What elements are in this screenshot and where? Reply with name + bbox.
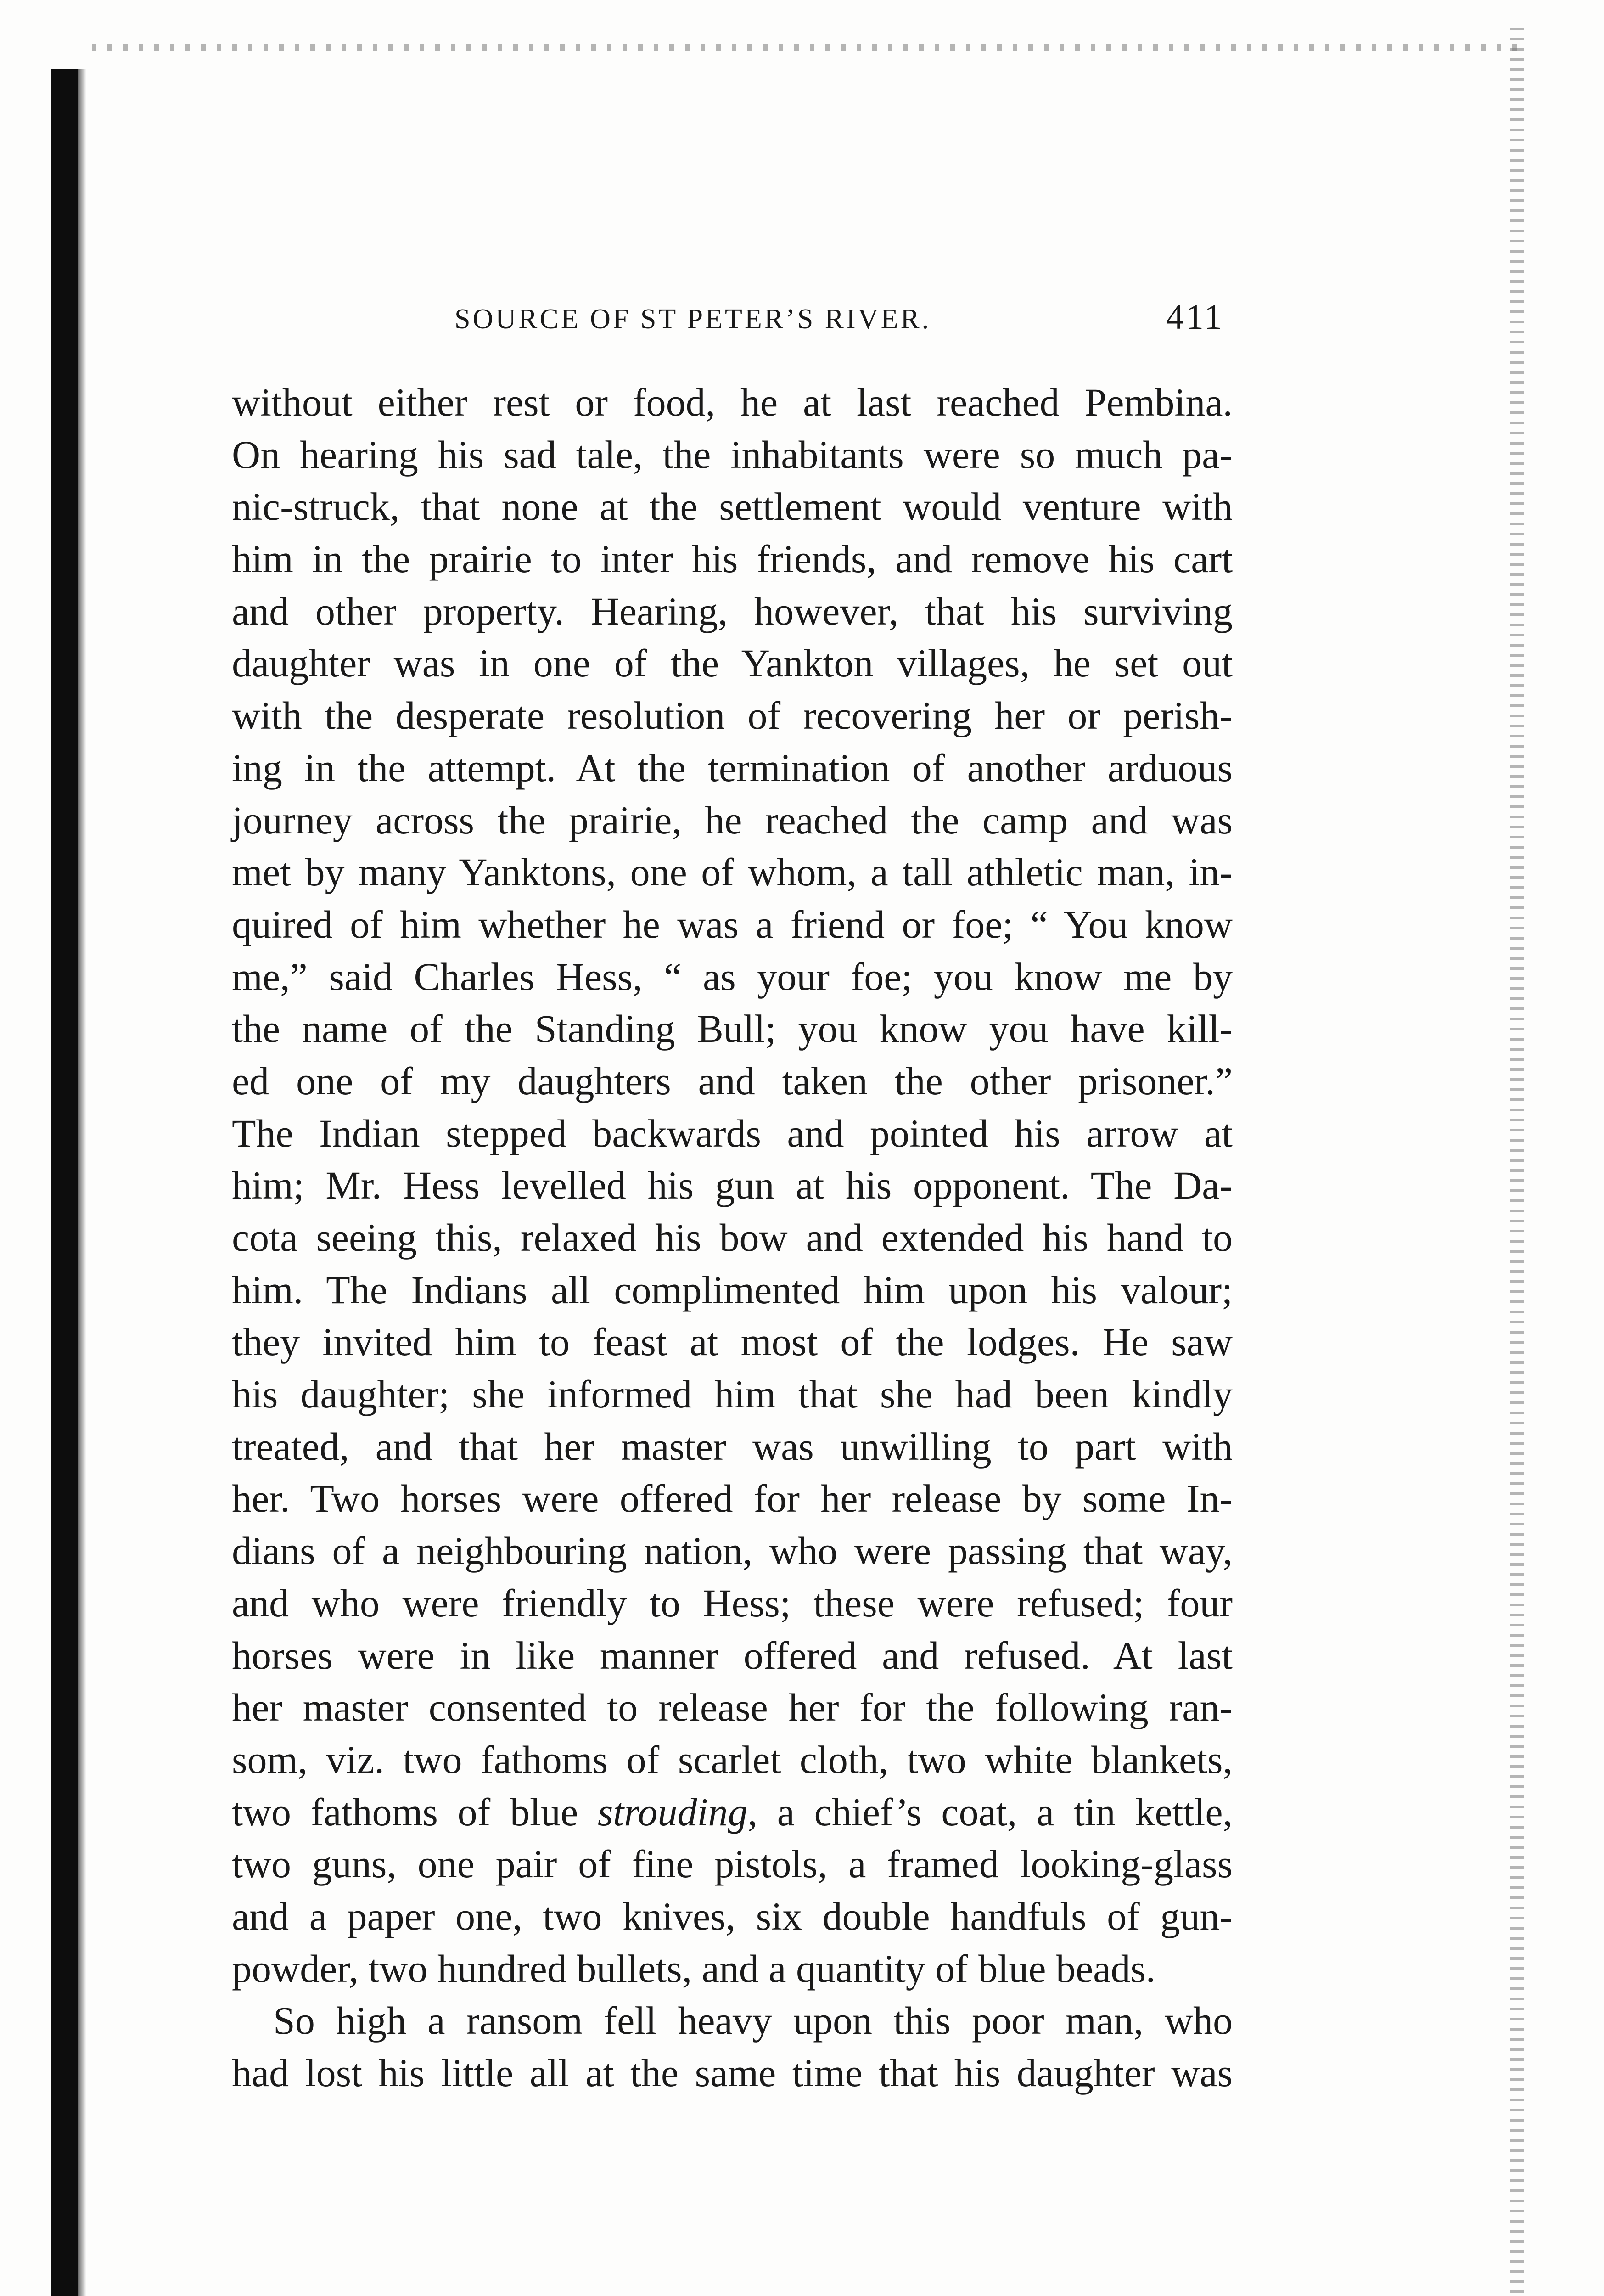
page-number: 411 (1166, 297, 1224, 337)
text-line: horses were in like manner offered and refused. At last (232, 1633, 1233, 1677)
text-line: quired of him whether he was a friend or foe; “ You know (232, 902, 1233, 946)
text-line: The Indian stepped backwards and pointed his arrow at (232, 1111, 1233, 1155)
text-line: had lost his little all at the same time that his daughter was (232, 2051, 1233, 2095)
text-line: treated, and that her master was unwilling to part with (232, 1424, 1233, 1469)
text-line: met by many Yanktons, one of whom, a tall athletic man, in- (232, 850, 1233, 895)
text-segment: two fathoms of blue (232, 1790, 598, 1834)
text-line: her master consented to release her for the following ran- (232, 1685, 1233, 1730)
text-line: him in the prairie to inter his friends, and remove his cart (232, 537, 1233, 581)
text-line: cota seeing this, relaxed his bow and extended his hand to (232, 1216, 1233, 1260)
text-line-with-italic (232, 1786, 1233, 1839)
running-title: SOURCE OF ST PETER’S RIVER. (454, 304, 931, 335)
text-line: powder, two hundred bullets, and a quantity of blue beads. (232, 1946, 1156, 1991)
text-line: two guns, one pair of fine pistols, a framed looking-glass (232, 1842, 1233, 1886)
text-line: nic-struck, that none at the settlement would venture with (232, 484, 1233, 529)
text-line: journey across the prairie, he reached the camp and was (232, 798, 1233, 842)
text-line: with the desperate resolution of recovering her or perish- (232, 693, 1233, 738)
paragraph-start-line: So high a ransom fell heavy upon this poor man, who (273, 1998, 1233, 2043)
body-text (232, 377, 1233, 2099)
text-line: On hearing his sad tale, the inhabitants were so much pa- (232, 432, 1233, 477)
text-line: they invited him to feast at most of the lodges. He saw (232, 1320, 1233, 1364)
scan-top-edge (92, 44, 1524, 51)
scan-right-edge (1510, 28, 1524, 2296)
text-line: his daughter; she informed him that she had been kindly (232, 1372, 1233, 1417)
text-line: and other property. Hearing, however, that his surviving (232, 589, 1233, 633)
text-line: and who were friendly to Hess; these were refused; four (232, 1581, 1233, 1625)
text-line: him; Mr. Hess levelled his gun at his opponent. The Da- (232, 1163, 1233, 1208)
italic-term: strouding (597, 1790, 748, 1834)
text-line: her. Two horses were offered for her release by some In- (232, 1476, 1233, 1521)
text-line: me,” said Charles Hess, “ as your foe; you know me by (232, 954, 1233, 999)
text-line: him. The Indians all complimented him upon his valour; (232, 1267, 1233, 1312)
text-line: and a paper one, two knives, six double handfuls of gun- (232, 1894, 1233, 1938)
text-line: ed one of my daughters and taken the other prisoner.” (232, 1058, 1233, 1103)
text-line: dians of a neighbouring nation, who were passing that way, (232, 1529, 1233, 1573)
text-line: som, viz. two fathoms of scarlet cloth, two white blankets, (232, 1737, 1233, 1782)
text-segment: , a chief’s coat, a tin kettle, (747, 1790, 1233, 1834)
text-line: daughter was in one of the Yankton villages, he set out (232, 641, 1233, 686)
text-line: the name of the Standing Bull; you know you have kill- (232, 1007, 1233, 1051)
binding-edge (51, 69, 78, 2296)
text-line: ing in the attempt. At the termination of another arduous (232, 745, 1233, 790)
text-line: without either rest or food, he at last reached Pembina. (232, 380, 1233, 424)
binding-shadow (78, 69, 86, 2296)
